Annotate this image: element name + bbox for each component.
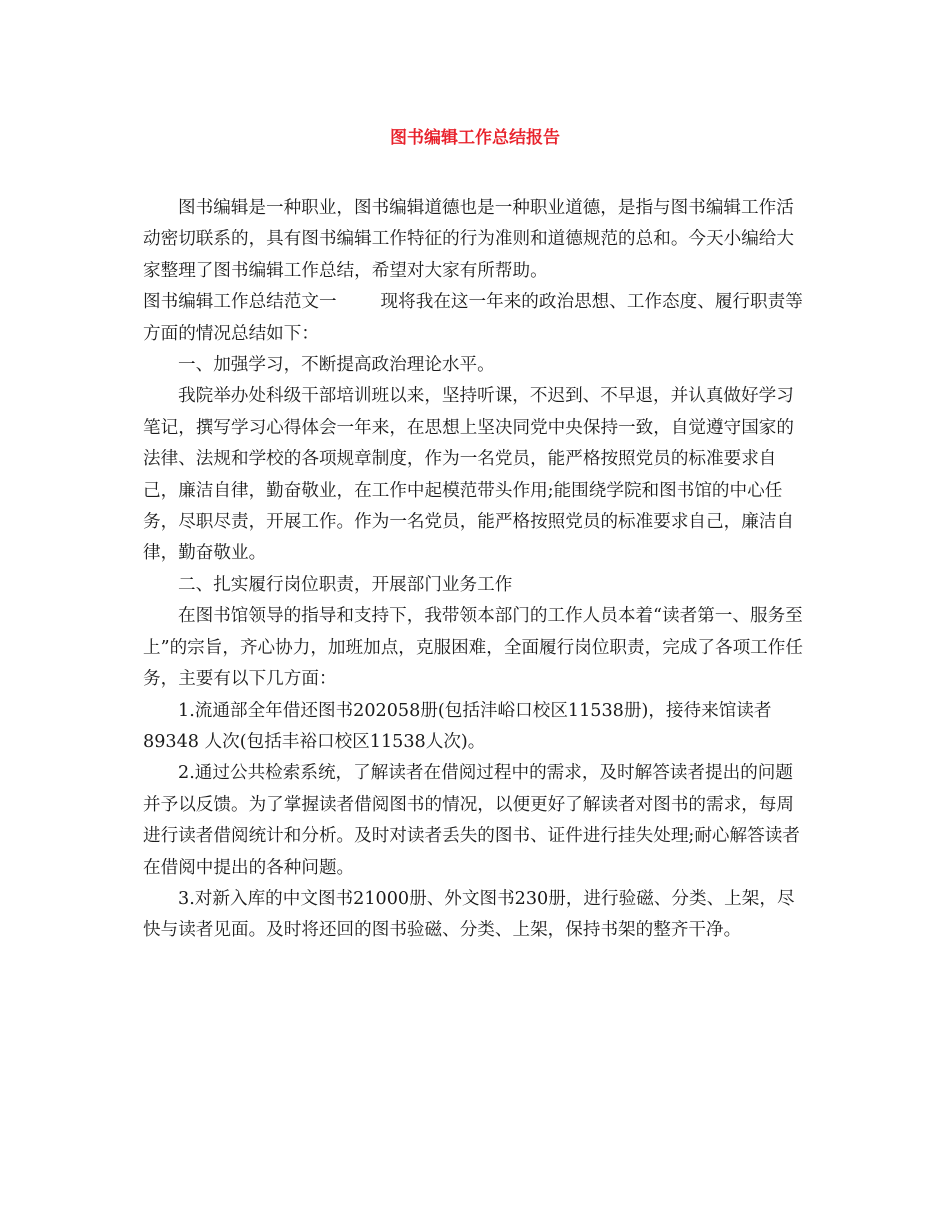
list-item-3: 3.对新入库的中文图书21000册、外文图书230册，进行验磁、分类、上架，尽快与读者见面。及时将还回的图书验磁、分类、上架，保持书架的整齐干净。 — [143, 888, 795, 941]
section-line — [143, 287, 807, 350]
section-lead: 现将我在这一年来的政治思想、工作态度、履行职责等方面的情况总结如下： — [143, 292, 803, 344]
point-two-heading: 二、扎实履行岗位职责，开展部门业务工作 — [178, 574, 513, 595]
list-item-2: 2.通过公共检索系统，了解读者在借阅过程中的需求，及时解答读者提出的问题并予以反馈。为了掌握读者借阅图书的情况，以便更好了解读者对图书的需求，每周进行读者借阅统计和分析。及时对读者丢失的图书、证件进行挂失处理;耐心解答读者在借阅中提出的各种问题。 — [143, 763, 800, 878]
intro-paragraph: 图书编辑是一种职业，图书编辑道德也是一种职业道德，是指与图书编辑工作活动密切联系的，具有图书编辑工作特征的行为准则和道德规范的总和。今天小编给大家整理了图书编辑工作总结，希望对大家有所帮助。 — [143, 198, 794, 281]
point-two-paragraph: 在图书馆领导的指导和支持下，我带领本部门的工作人员本着“读者第一、服务至上”的宗旨，齐心协力，加班加点，克服困难，全面履行岗位职责，完成了各项工作任务，主要有以下几方面： — [143, 606, 803, 690]
section-heading: 图书编辑工作总结范文一 — [143, 292, 337, 313]
document-title: 图书编辑工作总结报告 — [390, 128, 560, 148]
point-one-heading: 一、加强学习，不断提高政治理论水平。 — [178, 355, 495, 376]
document-body — [143, 193, 807, 947]
point-one-paragraph: 我院举办处科级干部培训班以来，坚持听课，不迟到、不早退，并认真做好学习笔记，撰写学习心得体会一年来，在思想上坚决同党中央保持一致，自觉遵守国家的法律、法规和学校的各项规章制度，作为一名党员，能严格按照党员的标准要求自己，廉洁自律，勤奋敬业，在工作中起模范带头作用;能围绕学院和图书馆的中心任务，尽职尽责，开展工作。作为一名党员，能严格按照党员的标准要求自己，廉洁自律，勤奋敬业。 — [143, 386, 794, 564]
list-item-1: 1.流通部全年借还图书202058册(包括沣峪口校区11538册)，接待来馆读者89348 人次(包括丰裕口校区11538人次)。 — [143, 700, 772, 752]
